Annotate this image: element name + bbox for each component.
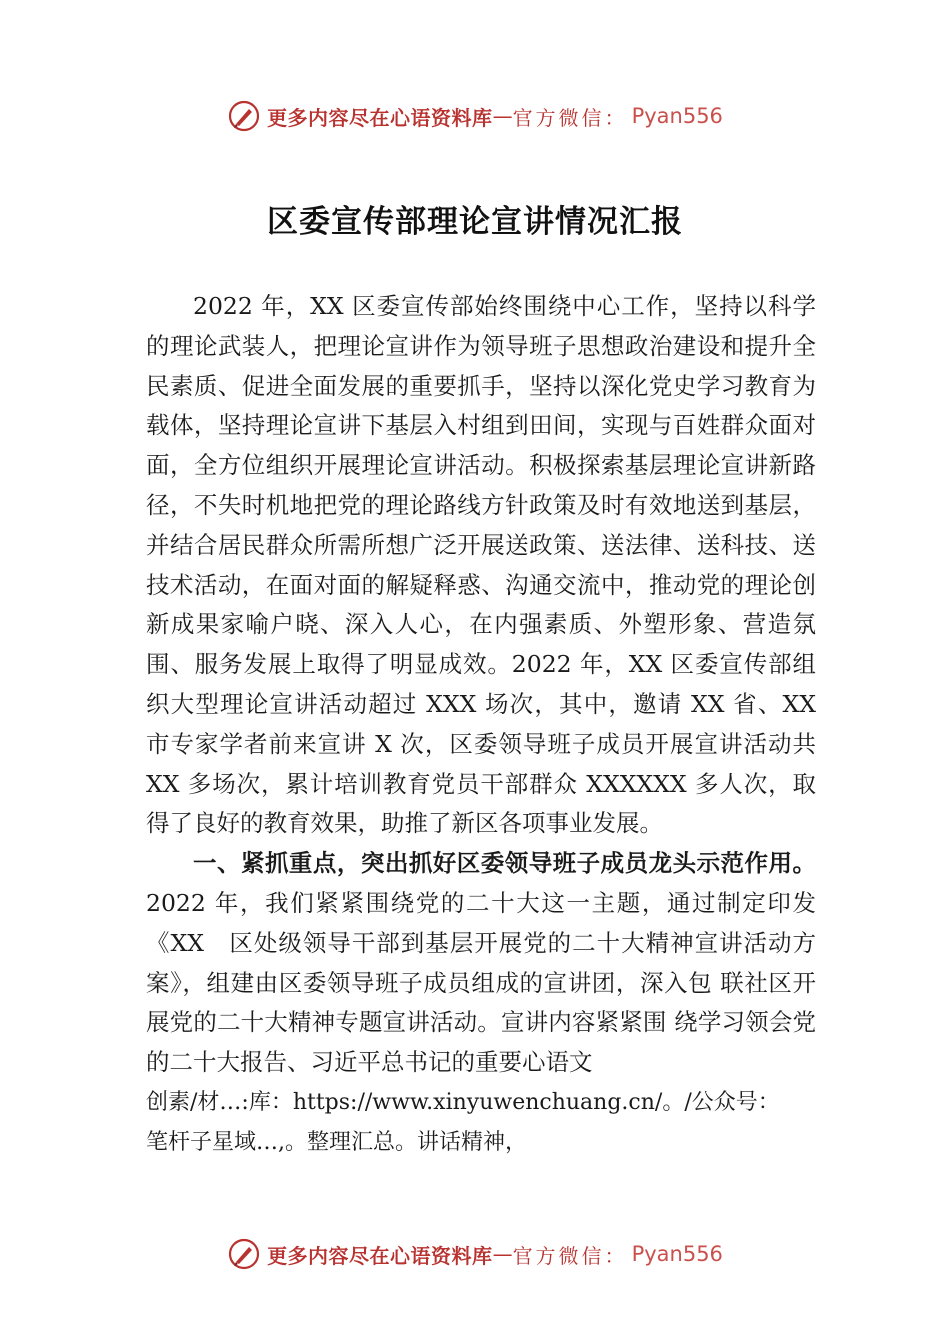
banner-brand-text: 更多内容尽在心语资料库 — [267, 1243, 493, 1268]
banner-official-label: 官方微信： — [512, 105, 628, 130]
document-title: 区委宣传部理论宣讲情况汇报 — [267, 204, 683, 240]
section-1-text: 2022 年，我们紧紧围绕党的二十大这一主题，通过制定印发《XX 区处级领导干部到基层开展党的二十大精神宣讲活动方案》，组建由区委领导班子成员组成的宣讲团，深入包 联社区开展党的二十大精神专题宣讲活动。宣讲内容紧紧围 绕学习领会党的二十大报告、习近平总书记的重要心语文 — [146, 888, 816, 1077]
header-banner — [0, 94, 950, 138]
pen-logo-icon — [227, 99, 261, 133]
paragraph-section-1 — [146, 844, 816, 1083]
section-1-heading: 一、紧抓重点，突出抓好区委领导班子成员龙头示范作用。 — [193, 849, 816, 878]
watermark-source-line: 创素/材…:库：https://www.xinyuwenchuang.cn/。/公众号： — [146, 1089, 780, 1115]
banner-brand-text: 更多内容尽在心语资料库 — [267, 105, 493, 130]
paragraph-intro: 2022 年，XX 区委宣传部始终围绕中心工作，坚持以科学的理论武装人，把理论宣讲作为领导班子思想政治建设和提升全民素质、促进全面发展的重要抓手，坚持以深化党史学习教育为载体，坚持理论宣讲下基层入村组到田间，实现与百姓群众面对面，全方位组织开展理论宣讲活动。积极探索基层理论宣讲新路径，不失时机地把党的理论路线方针政策及时有效地送到基层，并结合居民群众所需所想广泛开展送政策、送法律、送科技、送技术活动，在面对面的解疑释惑、沟通交流中，推动党的理论创新成果家喻户晓、深入人心，在内强素质、外塑形象、营造氛围、服务发展上取得了明显成效。2022 年，XX 区委宣传部组织大型理论宣讲活动超过 XXX 场次，其中，邀请 XX 省、XX 市专家学者前来宣讲 X 次，区委领导班子成员开展宣讲活动共 XX 多场次，累计培训教育党员干部群众 XXXXXX 多人次，取得了良好的教育效果，助推了新区各项事业发展。 — [146, 292, 816, 838]
pen-logo-icon — [227, 1237, 261, 1271]
banner-separator: — — [492, 104, 513, 128]
document-body — [146, 287, 816, 1163]
banner-official-label: 官方微信： — [512, 1243, 628, 1268]
paragraph-last-line: 笔杆子星域…,。整理汇总。讲话精神， — [146, 1129, 527, 1155]
footer-banner — [0, 1232, 950, 1276]
banner-wechat-id: Pyan556 — [631, 104, 723, 128]
banner-wechat-id: Pyan556 — [631, 1242, 723, 1266]
banner-separator: — — [492, 1242, 513, 1266]
